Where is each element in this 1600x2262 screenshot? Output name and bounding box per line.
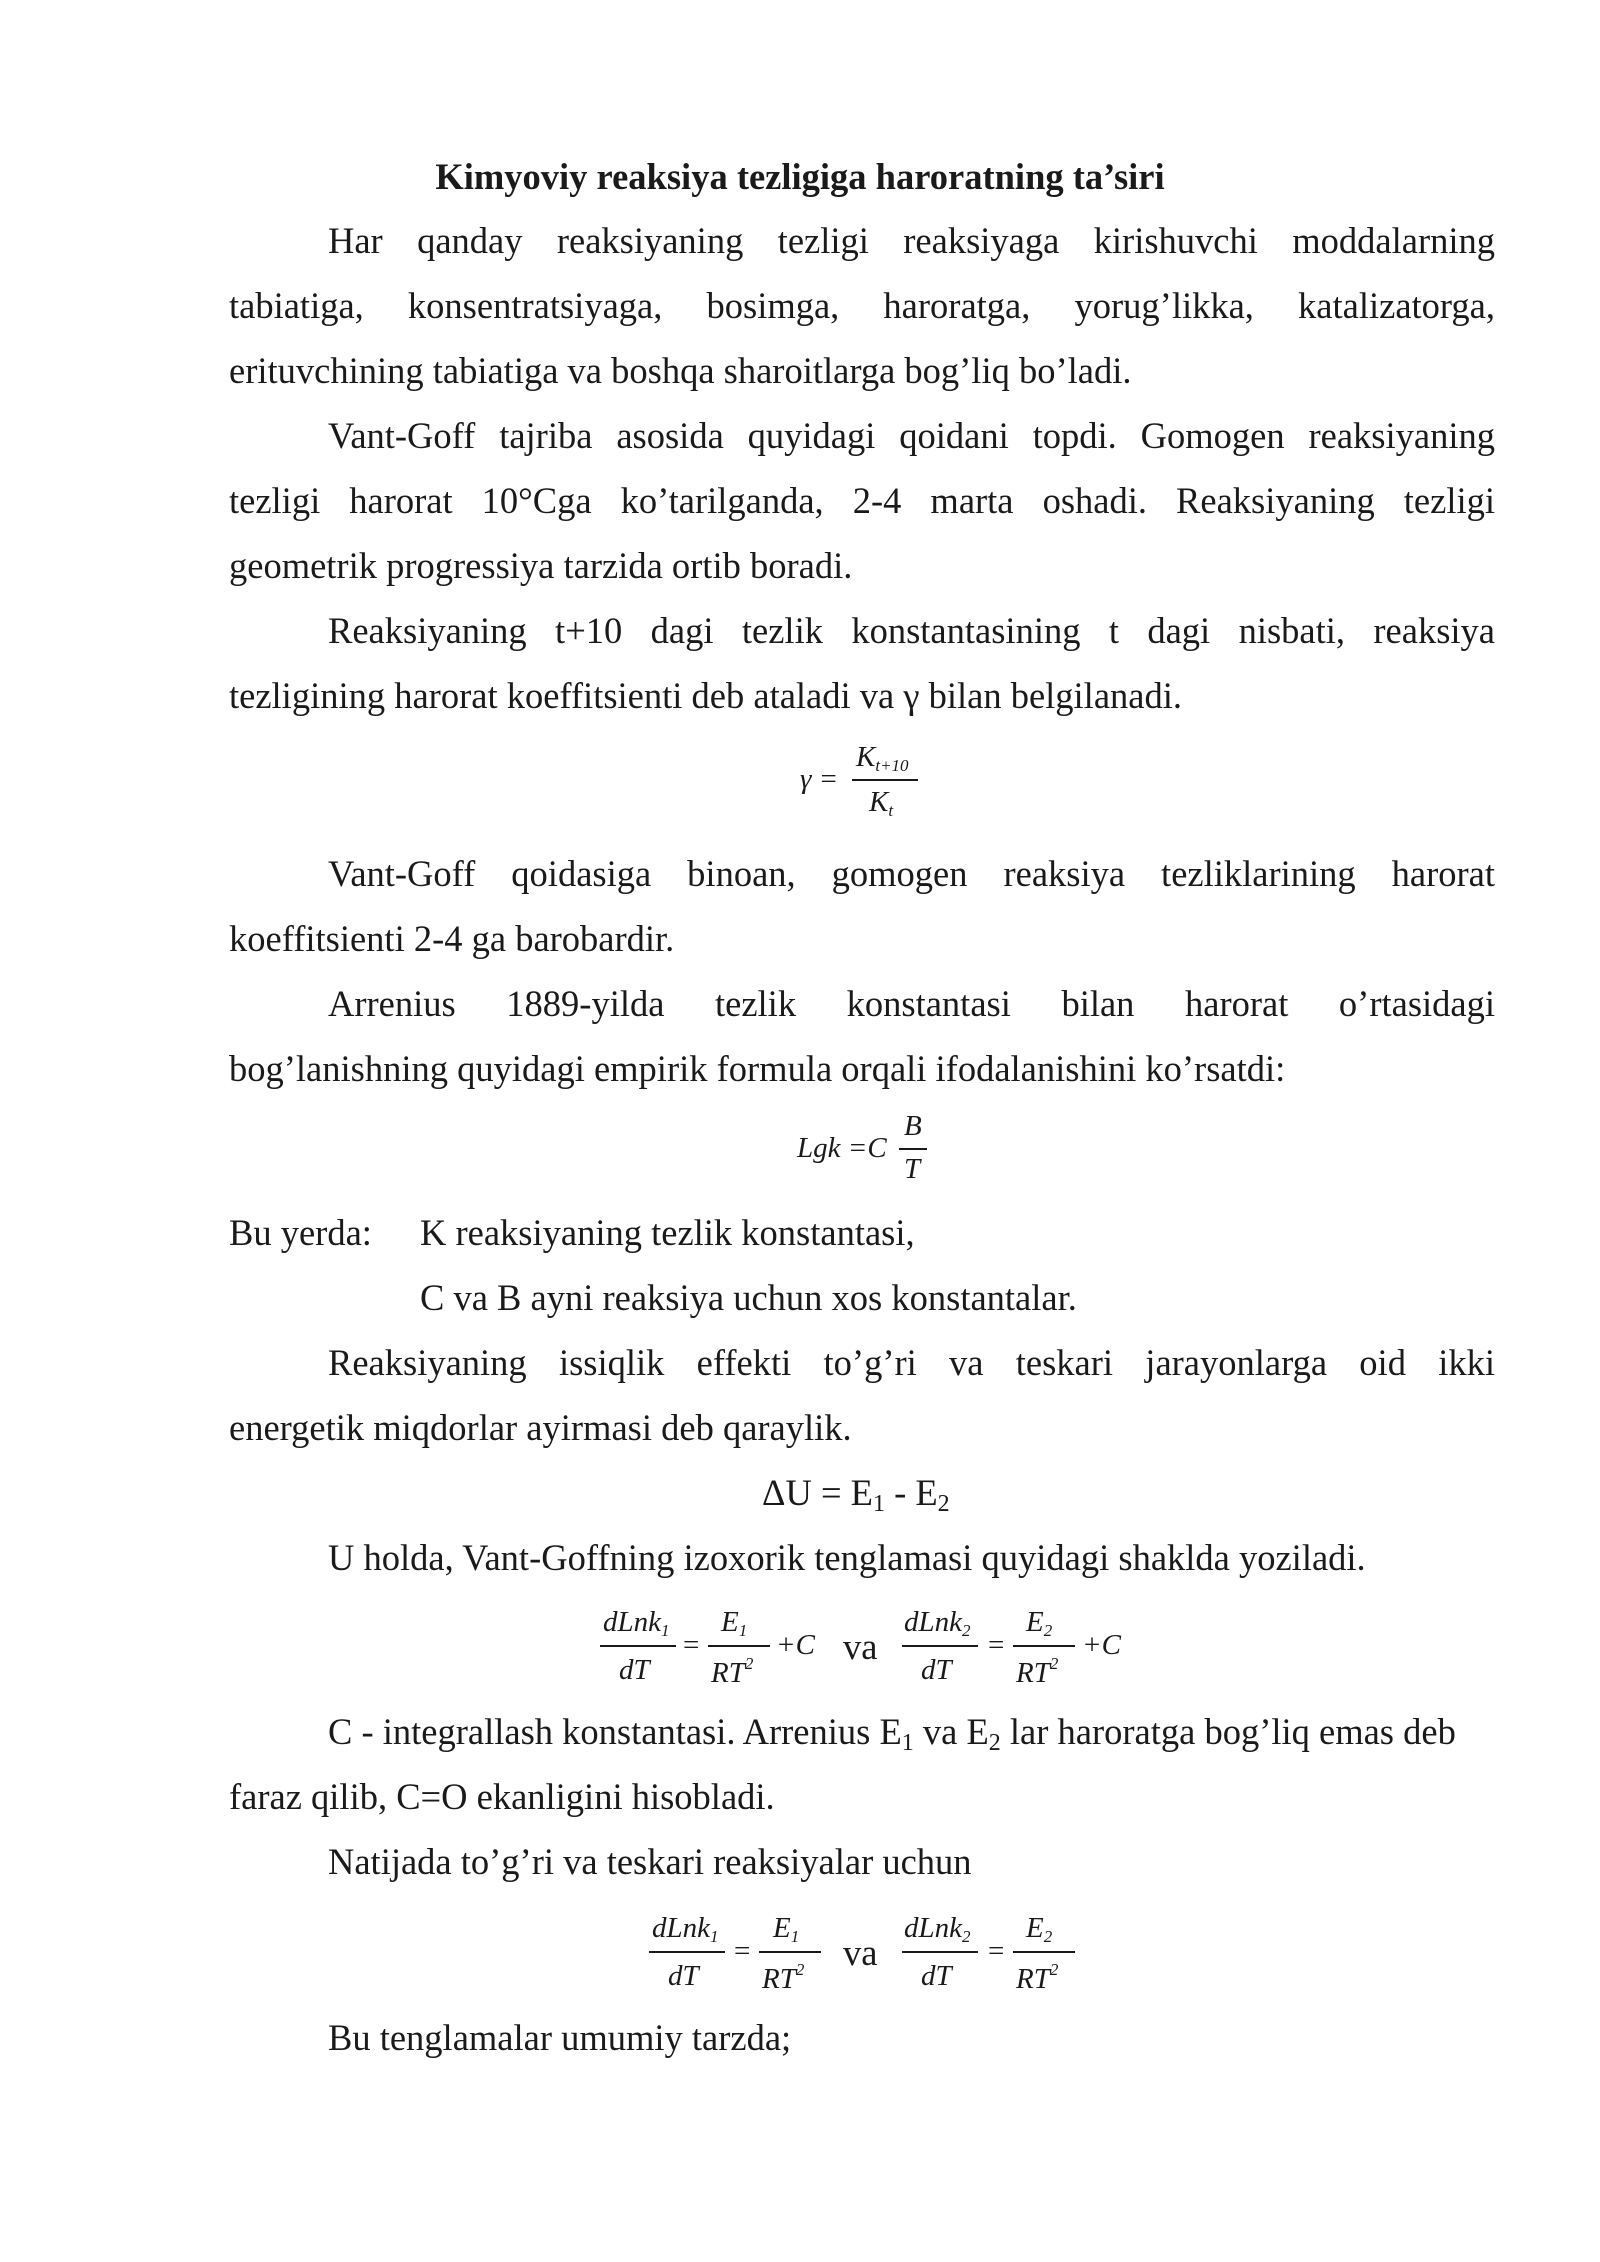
paragraph-1-line-1: Har qanday reaksiyaning tezligi reaksiyaga kirishuvchi moddalarning — [328, 220, 1495, 261]
paragraph-8-line-2: faraz qilib, C=O ekanligini hisobladi. — [229, 1776, 775, 1817]
paragraph-8-line-1: C - integrallash konstantasi. Arrenius E1 va E2 lar haroratga bog’liq emas deb — [328, 1711, 1456, 1756]
formula-isochore-den-2: dT — [921, 1654, 952, 1686]
paragraph-2-line-3: geometrik progressiya tarzida ortib boradi. — [229, 545, 853, 586]
paragraph-2-line-2: tezligi harorat 10°Cga ko’tarilganda, 2-4 marta oshadi. Reaksiyaning tezligi — [229, 480, 1495, 521]
formula-isochore-bar-1 — [600, 1645, 676, 1647]
formula-lgk-numerator: B — [904, 1110, 922, 1142]
formula-isochore-va: va — [843, 1626, 878, 1667]
formula-isochore-bar-2 — [902, 1645, 978, 1647]
paragraph-1-line-2: tabiatiga, konsentratsiyaga, bosimga, haroratga, yorug’likka, katalizatorga, — [229, 285, 1495, 326]
formula-gamma-denominator: $K_t$ — [869, 786, 894, 820]
formula-final-rden-2: $RT^2$ — [1016, 1960, 1059, 1995]
formula-gamma-fraction-bar — [852, 779, 918, 781]
paragraph-6-line-2: energetik miqdorlar ayirmasi deb qaraylik. — [229, 1407, 852, 1448]
formula-final-num-1: dLnk$_1$ — [652, 1912, 719, 1946]
formula-final-eq-1: = — [734, 1935, 751, 1967]
formula-isochore-plus-c-2: +C — [1082, 1629, 1121, 1661]
formula-final-den-1: dT — [668, 1960, 699, 1992]
formula-isochore-rbar-1 — [708, 1645, 770, 1647]
formula-lgk-denominator: T — [904, 1153, 921, 1185]
paragraph-4-line-1: Vant-Goff qoidasiga binoan, gomogen reaksiya tezliklarining harorat — [328, 853, 1495, 894]
formula-lgk-lhs: Lgk =C — [797, 1132, 887, 1164]
where-line-1: K reaksiyaning tezlik konstantasi, — [420, 1212, 915, 1253]
formula-isochore-rden-1: $RT^2$ — [711, 1654, 754, 1689]
formula-final-va: va — [843, 1932, 878, 1973]
paragraph-3-line-1: Reaksiyaning t+10 dagi tezlik konstantasining t dagi nisbati, reaksiya — [328, 610, 1495, 651]
formula-isochore-rden-2: $RT^2$ — [1016, 1654, 1059, 1689]
paragraph-9: Natijada to’g’ri va teskari reaksiyalar uchun — [328, 1841, 972, 1882]
formula-isochore-den-1: dT — [619, 1654, 650, 1686]
paragraph-3-line-2: tezligining harorat koeffitsienti deb ataladi va γ bilan belgilanadi. — [229, 675, 1182, 716]
formula-gamma-lhs: γ = — [800, 763, 839, 795]
where-line-2: C va B ayni reaksiya uchun xos konstantalar. — [420, 1277, 1077, 1318]
formula-final-rbar-2 — [1013, 1951, 1075, 1953]
formula-isochore-num-1: dLnk$_1$ — [603, 1606, 670, 1640]
paragraph-10: Bu tenglamalar umumiy tarzda; — [328, 2017, 792, 2058]
formula-gamma-numerator: $K_{t+10}$ — [856, 741, 909, 775]
formula-isochore-plus-c-1: +C — [776, 1629, 815, 1661]
formula-final-bar-1 — [649, 1951, 725, 1953]
paragraph-2-line-1: Vant-Goff tajriba asosida quyidagi qoidani topdi. Gomogen reaksiyaning — [328, 415, 1495, 456]
formula-delta-u: ΔU = E1 - E2 — [762, 1472, 950, 1517]
paragraph-7: U holda, Vant-Goffning izoxorik tenglamasi quyidagi shaklda yoziladi. — [328, 1537, 1366, 1578]
formula-final-rnum-1: $E_1$ — [773, 1912, 800, 1946]
formula-isochore-eq-1: = — [683, 1629, 700, 1661]
paragraph-1-line-3: erituvchining tabiatiga va boshqa sharoitlarga bog’liq bo’ladi. — [229, 350, 1132, 391]
formula-isochore-rnum-1: $E_1$ — [721, 1606, 748, 1640]
paragraph-5-line-2: bog’lanishning quyidagi empirik formula orqali ifodalanishini ko’rsatdi: — [229, 1048, 1286, 1089]
formula-final-bar-2 — [902, 1951, 978, 1953]
page-title: Kimyoviy reaksiya tezligiga haroratning ta’siri — [435, 156, 1165, 197]
paragraph-6-line-1: Reaksiyaning issiqlik effekti to’g’ri va teskari jarayonlarga oid ikki — [328, 1342, 1495, 1383]
formula-isochore-num-2: dLnk$_2$ — [904, 1606, 971, 1640]
formula-final-den-2: dT — [921, 1960, 952, 1992]
formula-final-rden-1: $RT^2$ — [762, 1960, 805, 1995]
formula-final-rbar-1 — [759, 1951, 821, 1953]
formula-final-rnum-2: $E_2$ — [1026, 1912, 1053, 1946]
paragraph-4-line-2: koeffitsienti 2-4 ga barobardir. — [229, 918, 675, 959]
formula-isochore-rbar-2 — [1013, 1645, 1075, 1647]
where-label: Bu yerda: — [229, 1212, 372, 1253]
formula-final-eq-2: = — [988, 1935, 1005, 1967]
formula-lgk-fraction-bar — [899, 1148, 927, 1150]
formula-isochore-rnum-2: $E_2$ — [1026, 1606, 1053, 1640]
paragraph-5-line-1: Arrenius 1889-yilda tezlik konstantasi bilan harorat o’rtasidagi — [328, 983, 1495, 1024]
formula-isochore-eq-2: = — [988, 1629, 1005, 1661]
formula-final-num-2: dLnk$_2$ — [904, 1912, 971, 1946]
